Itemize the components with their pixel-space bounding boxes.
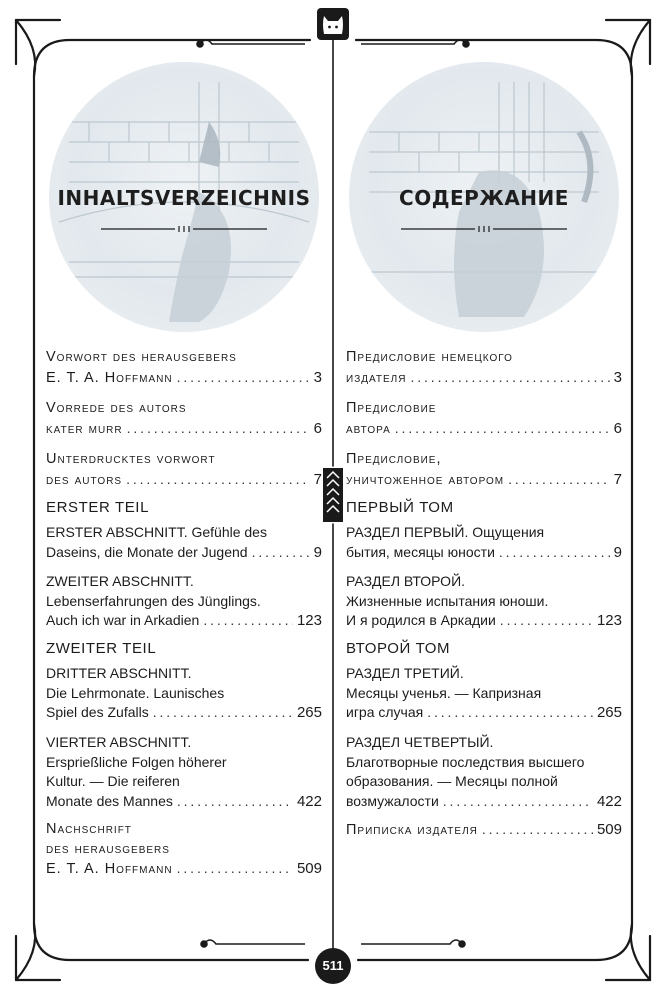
toc-entry[interactable]: ERSTER ABSCHNITT. Gefühle des Daseins, die Monate der Jugend . . . 9: [46, 523, 322, 562]
german-toc-column: [46, 0, 322, 1000]
toc-entry[interactable]: РАЗДЕЛ ВТОРОЙ. Жизненные испытания юноши. И я родился в Аркадии . . . 123: [346, 572, 622, 631]
toc-entry[interactable]: Vorwort des herausgebers E. T. A. Hoffmann . . . 3: [46, 348, 322, 388]
toc-heading-german: INHALTSVERZEICHNIS: [57, 186, 311, 210]
toc-entry[interactable]: Предисловие, уничтоженное автором . . . 7: [346, 450, 622, 490]
part-heading: ERSTER TEIL: [46, 499, 150, 516]
page-number: 511: [315, 948, 351, 984]
toc-entry[interactable]: Nachschrift des herausgebers E. T. A. Hoffmann . . . 509: [46, 820, 322, 880]
toc-entry[interactable]: РАЗДЕЛ ПЕРВЫЙ. Ощущения бытия, месяцы юности . . . 9: [346, 523, 622, 562]
part-heading: ПЕРВЫЙ ТОМ: [346, 499, 454, 516]
toc-entry[interactable]: РАЗДЕЛ ТРЕТИЙ. Месяцы ученья. — Капризная игра случая . . . 265: [346, 664, 622, 723]
toc-entry[interactable]: РАЗДЕЛ ЧЕТВЕРТЫЙ. Благотворные последствия высшего образования. — Месяцы полной возмужалости . . . 422: [346, 733, 622, 811]
toc-entry[interactable]: Приписка издателя . . . 509: [346, 820, 622, 841]
heading-divider: [401, 224, 567, 234]
toc-entry[interactable]: Предисловие автора . . . 6: [346, 399, 622, 439]
toc-entry[interactable]: Предисловие немецкого издателя . . . 3: [346, 348, 622, 388]
toc-entry[interactable]: DRITTER ABSCHNITT. Die Lehrmonate. Launisches Spiel des Zufalls . . . 265: [46, 664, 322, 723]
part-heading: ZWEITER TEIL: [46, 640, 157, 657]
part-heading: ВТОРОЙ ТОМ: [346, 640, 451, 657]
toc-heading-russian: СОДЕРЖАНИЕ: [399, 186, 569, 210]
toc-entry[interactable]: Unterdrucktes vorwort des autors . . . 7: [46, 450, 322, 490]
toc-entry[interactable]: VIERTER ABSCHNITT. Ersprießliche Folgen höherer Kultur. — Die reiferen Monate des Mannes . . . 422: [46, 733, 322, 811]
center-ornament-icon: [321, 466, 345, 524]
heading-divider: [101, 224, 267, 234]
russian-toc-column: [346, 0, 622, 1000]
toc-entry[interactable]: ZWEITER ABSCHNITT. Lebenserfahrungen des Jünglings. Auch ich war in Arkadien . . . 123: [46, 572, 322, 631]
toc-entry[interactable]: Vorrede des autors kater murr . . . 6: [46, 399, 322, 439]
